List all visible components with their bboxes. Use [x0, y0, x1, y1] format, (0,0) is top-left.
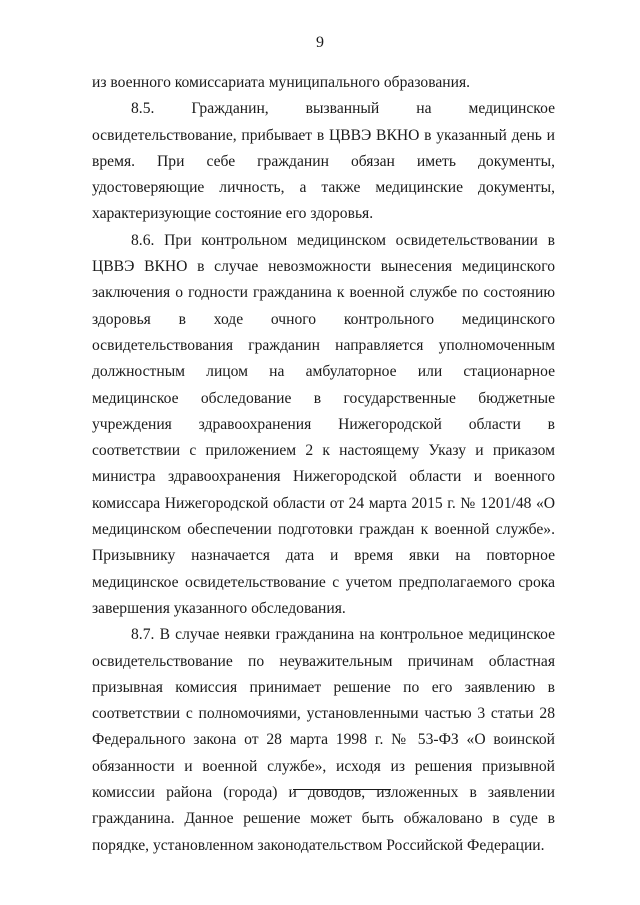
document-body [92, 70, 555, 859]
end-of-document-rule [293, 789, 391, 790]
paragraph-8-7: 8.7. В случае неявки гражданина на контрольное медицинское освидетельствование по неуважительным причинам областная призывная комиссия принимает решение по его заявлению в соответствии с полномочиями, установленными частью 3 статьи 28 Федерального закона от 28 марта 1998 г. № 53-ФЗ «О воинской обязанности и военной службе», исходя из решения призывной комиссии района (города) и доводов, изложенных в заявлении гражданина. Данное решение может быть обжаловано в суде в порядке, установленном законодательством Российской Федерации. [92, 626, 555, 854]
paragraph-8-6: 8.6. При контрольном медицинском освидетельствовании в ЦВВЭ ВКНО в случае невозможности вынесения медицинского заключения о годности гражданина к военной службе по состоянию здоровья в ходе очного контрольного медицинского освидетельствования гражданин направляется уполномоченным должностным лицом на амбулаторное или стационарное медицинское обследование в государственные бюджетные учреждения здравоохранения Нижегородской области в соответствии с приложением 2 к настоящему Указу и приказом министра здравоохранения Нижегородской области и военного комиссара Нижегородской области от 24 марта 2015 г. № 1201/48 «О медицинском обеспечении подготовки граждан к военной службе». Призывнику назначается дата и время явки на повторное медицинское освидетельствование с учетом предполагаемого срока завершения указанного обследования. [92, 231, 555, 617]
paragraph-8-5: 8.5. Гражданин, вызванный на медицинское освидетельствование, прибывает в ЦВВЭ ВКНО в указанный день и время. При себе гражданин обязан иметь документы, удостоверяющие личность, а также медицинские документы, характеризующие состояние его здоровья. [92, 100, 555, 223]
paragraph-continuation: из военного комиссариата муниципального образования. [92, 74, 471, 91]
page-number: 9 [316, 34, 324, 51]
